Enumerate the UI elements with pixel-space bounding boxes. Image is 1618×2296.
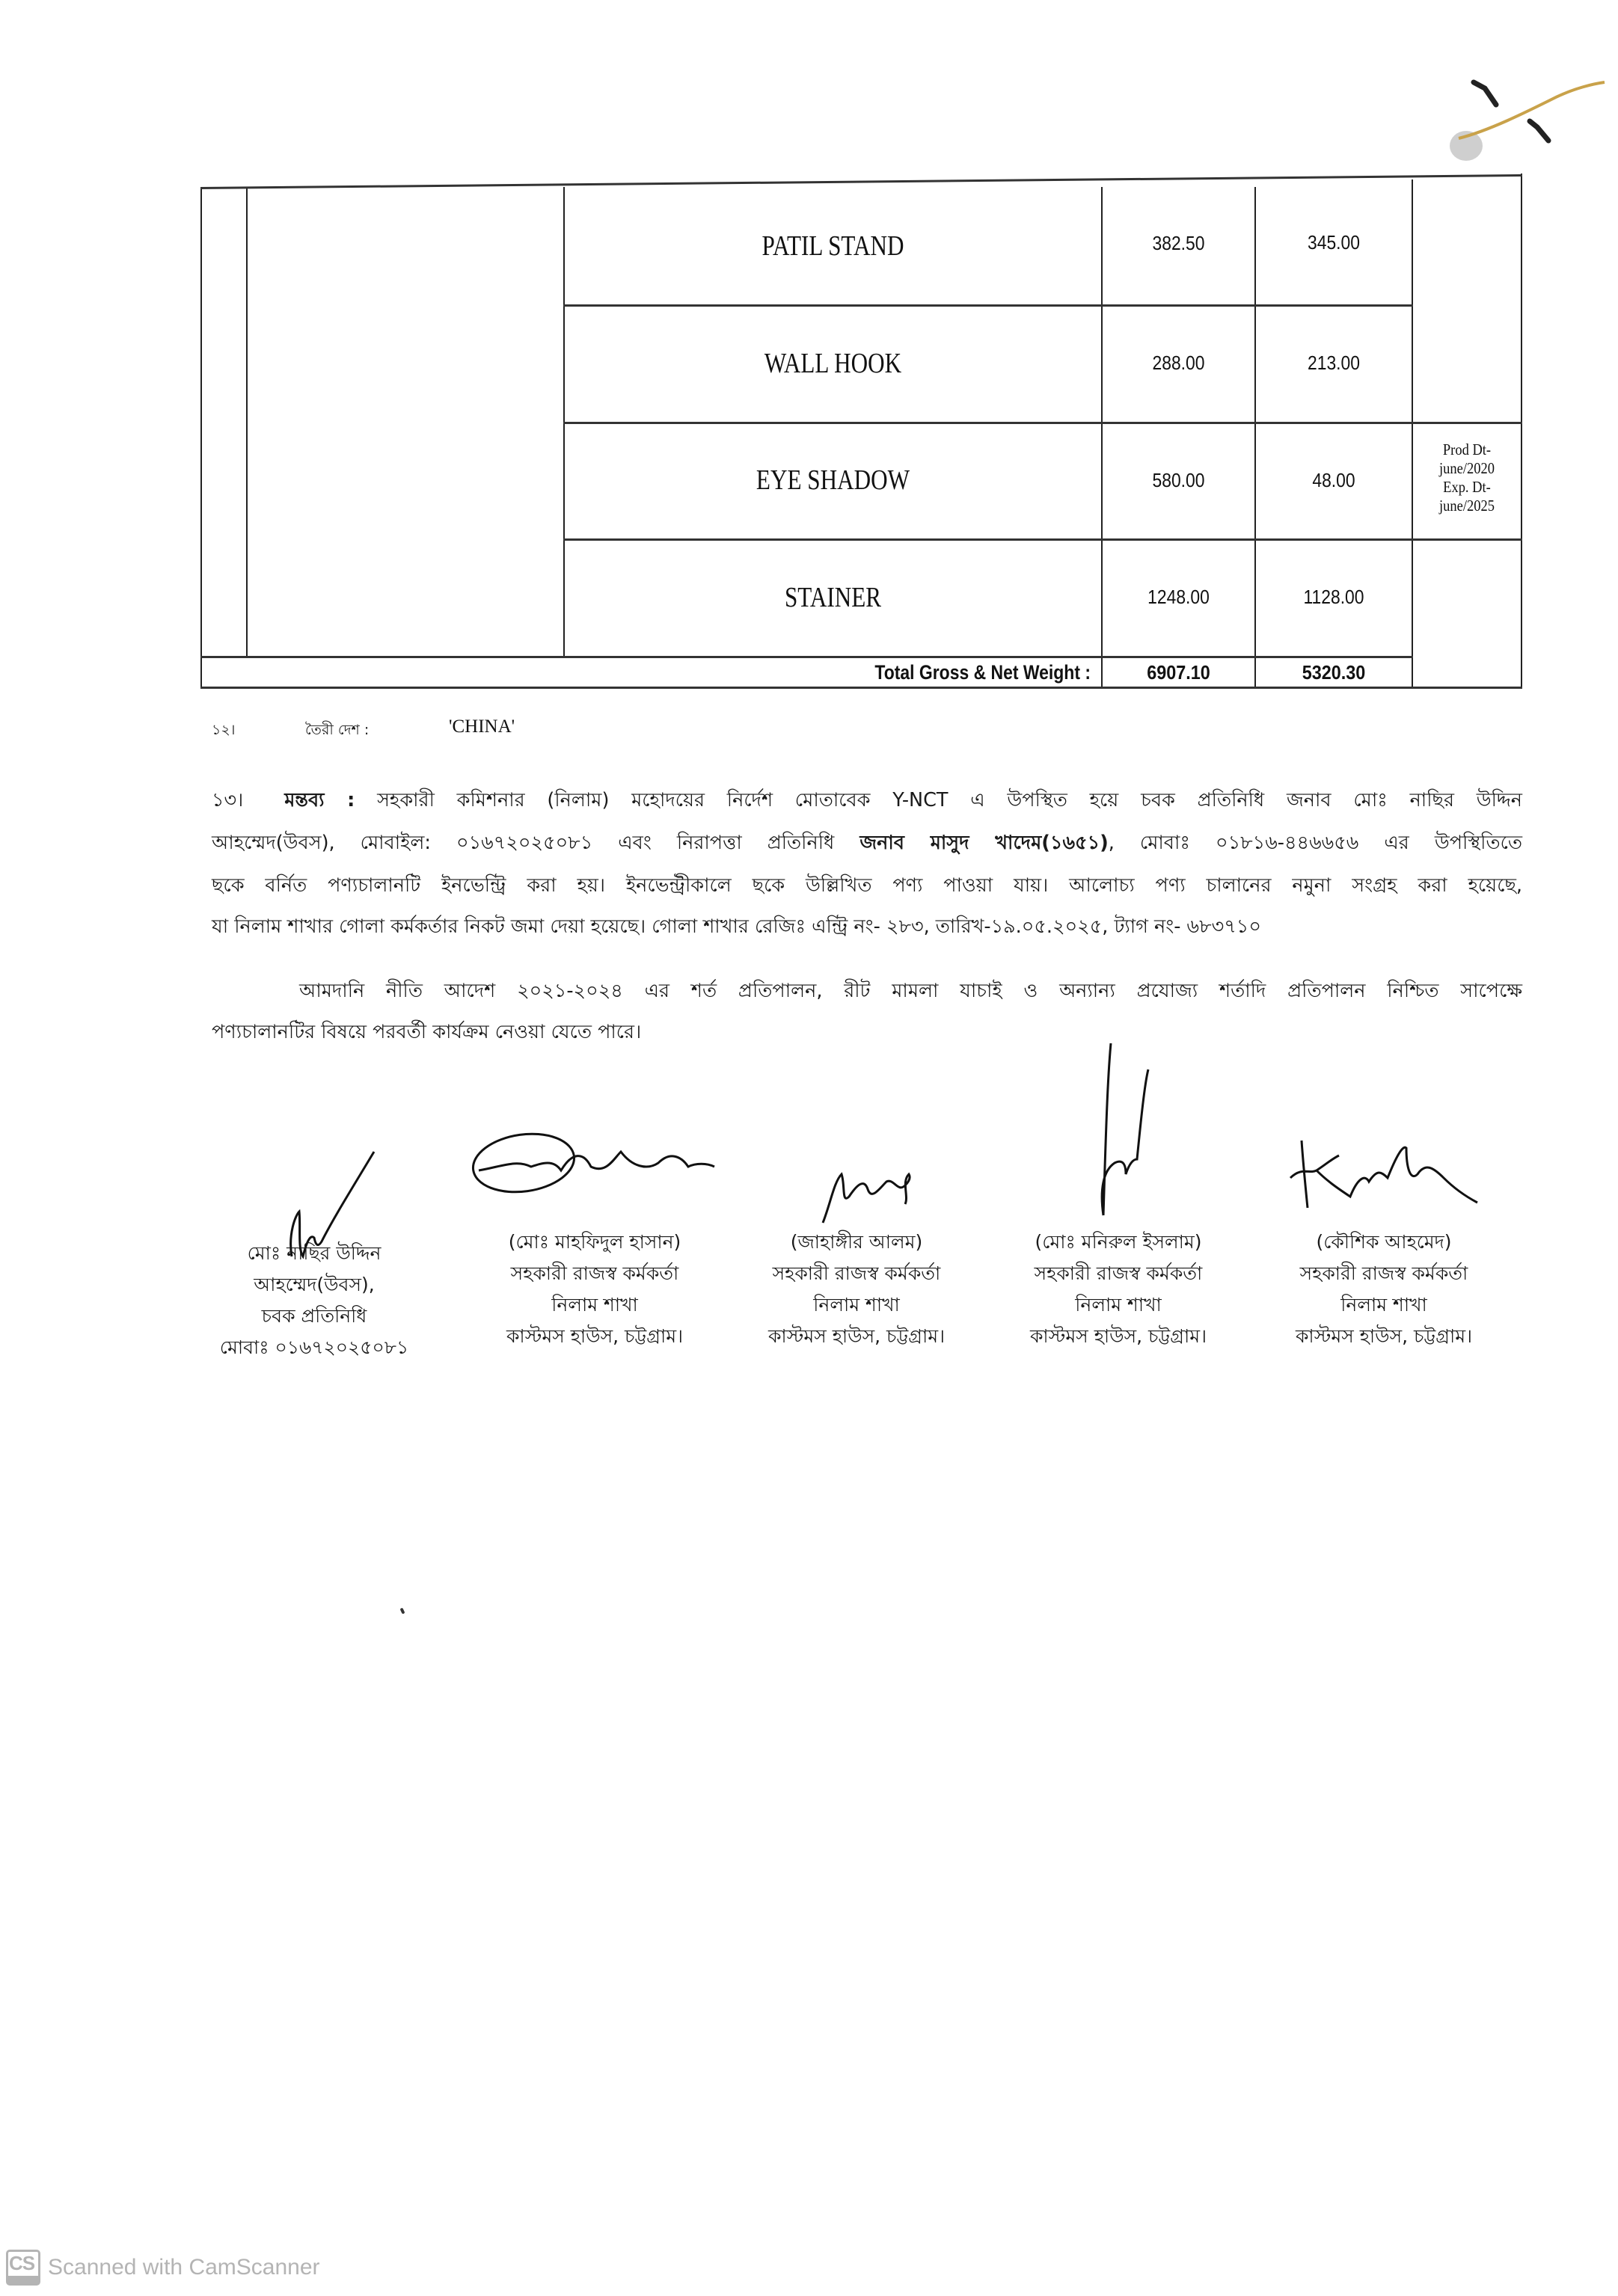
net-weight: 48.00 <box>1312 468 1355 491</box>
origin-country: 'CHINA' <box>449 716 515 737</box>
goods-table <box>200 187 1522 688</box>
net-weight: 1128.00 <box>1303 586 1364 608</box>
remarks-line-3: ছকে বর্নিত পণ্যচালানটি ইনভেন্ট্রি করা হয়। ইনভেন্ট্রীকালে ছকে উল্লিখিত পণ্য পাওয়া যায়। আলোচ্য পণ্য চালানের নমুনা সংগ্রহ করা হয়েছে, <box>212 874 1522 897</box>
origin-number: ১২। <box>212 722 236 738</box>
remarks-line-2 <box>212 828 1522 860</box>
signatory-line: আহম্মেদ(উবস), <box>254 1274 375 1295</box>
signatory-designation: সহকারী রাজস্ব কর্মকর্তা <box>1034 1262 1203 1284</box>
signature-3 <box>815 1159 920 1227</box>
table-divider-col5 <box>1412 179 1413 688</box>
signatory-designation: সহকারী রাজস্ব কর্মকর্তা <box>1299 1262 1468 1284</box>
remarks-security-rep: জনাব মাসুদ খাদেম(১৬৫১) <box>859 832 1109 854</box>
signatory-block <box>202 1238 426 1363</box>
signatory-designation: চবক প্রতিনিধি <box>261 1305 367 1327</box>
signatory-name: (কৌশিক আহমেদ) <box>1316 1231 1452 1253</box>
signatory-block <box>471 1227 718 1352</box>
signatory-branch: নিলাম শাখা <box>813 1294 900 1316</box>
remarks-text: সহকারী কমিশনার (নিলাম) মহোদয়ের নির্দেশ মোতাবেক Y-NCT এ উপস্থিত হয়ে চবক প্রতিনিধি জনাব মোঃ নাছির উদ্দিন <box>377 789 1522 811</box>
signatory-phone: মোবাঃ ০১৬৭২০২৫০৮১ <box>219 1336 409 1358</box>
signatory-name: (মোঃ মনিরুল ইসলাম) <box>1035 1231 1202 1253</box>
signature-2 <box>471 1129 718 1204</box>
camscanner-logo-icon: CS <box>6 2250 40 2286</box>
remark-line: Prod Dt- <box>1442 441 1492 458</box>
signatory-designation: সহকারী রাজস্ব কর্মকর্তা <box>510 1262 679 1284</box>
remark-line: june/2025 <box>1439 497 1495 515</box>
signatory-designation: সহকারী রাজস্ব কর্মকর্তা <box>772 1262 941 1284</box>
net-weight: 345.00 <box>1308 230 1360 254</box>
table-divider-col4 <box>1254 187 1256 688</box>
gross-weight: 382.50 <box>1152 231 1205 254</box>
signatory-office: কাস্টমস হাউস, চট্টগ্রাম। <box>506 1325 684 1347</box>
signatory-name: (মোঃ মাহফিদুল হাসান) <box>508 1231 681 1253</box>
remark-line: june/2020 <box>1439 459 1495 477</box>
remarks-line-4: যা নিলাম শাখার গোলা কর্মকর্তার নিকট জমা দেয়া হয়েছে। গোলা শাখার রেজিঃ এন্ট্রি নং- ২৮৩, তারিখ-১৯.০৫.২০২৫, ট্যাগ নং- ৬৮৩৭১০ <box>212 915 1261 938</box>
signatory-name: (জাহাঙ্গীর আলম) <box>790 1231 923 1253</box>
signatory-name: মোঃ নাছির উদ্দিন <box>247 1242 381 1264</box>
table-divider-col3 <box>1101 187 1103 688</box>
total-gross-weight: 6907.10 <box>1147 660 1210 684</box>
policy-line-2: পণ্যচালানটির বিষয়ে পরবর্তী কার্যক্রম নেওয়া যেতে পারে। <box>212 1021 642 1043</box>
table-border-right <box>1521 174 1522 688</box>
item-name: WALL HOOK <box>764 347 902 379</box>
signatory-office: কাস্টমস হাউস, চট্টগ্রাম। <box>1295 1325 1473 1347</box>
item-name: PATIL STAND <box>761 230 904 262</box>
watermark-text: Scanned with CamScanner <box>48 2255 320 2280</box>
signatory-office: কাস্টমস হাউস, চট্টগ্রাম। <box>767 1325 946 1347</box>
signatory-branch: নিলাম শাখা <box>551 1294 638 1316</box>
expiry-remark <box>1420 422 1515 534</box>
table-divider-col1 <box>246 187 248 656</box>
total-weight-label: Total Gross & Net Weight : <box>874 660 1091 684</box>
signature-4 <box>1062 1040 1152 1219</box>
remarks-text: , মোবাঃ ০১৮১৬-৪৪৬৬৫৬ এর উপস্থিতিতে <box>1108 832 1522 854</box>
remarks-number: ১৩। <box>212 789 244 811</box>
gross-weight: 288.00 <box>1152 352 1205 374</box>
camscanner-watermark <box>6 2250 320 2286</box>
remarks-text: আহম্মেদ(উবস), মোবাইল: ০১৬৭২০২৫০৮১ এবং নিরাপত্তা প্রতিনিধি <box>212 832 835 854</box>
scan-speck <box>399 1608 405 1615</box>
signatory-branch: নিলাম শাখা <box>1075 1294 1162 1316</box>
signatory-block <box>995 1227 1242 1352</box>
origin-label: তৈরী দেশ : <box>305 722 370 738</box>
gross-weight: 1248.00 <box>1147 586 1210 608</box>
signatory-office: কাস্টমস হাউস, চট্টগ্রাম। <box>1029 1325 1207 1347</box>
signatory-block <box>1260 1227 1507 1352</box>
policy-line-1: আমদানি নীতি আদেশ ২০২১-২০২৪ এর শর্ত প্রতিপালন, রীট মামলা যাচাই ও অন্যান্য প্রযোজ্য শর্তাদি প্রতিপালন নিশ্চিত সাপেক্ষে <box>299 980 1522 1002</box>
signature-5 <box>1287 1137 1481 1212</box>
staple-thread-decoration <box>1444 67 1608 172</box>
table-border-left <box>200 187 202 688</box>
remarks-line-1 <box>212 785 1522 817</box>
item-name: EYE SHADOW <box>756 464 910 496</box>
remark-line: Exp. Dt- <box>1443 478 1491 496</box>
gross-weight: 580.00 <box>1152 468 1205 491</box>
signatory-block <box>733 1227 980 1352</box>
total-net-weight: 5320.30 <box>1302 660 1366 684</box>
remarks-label: মন্তব্য : <box>284 789 355 811</box>
signatory-branch: নিলাম শাখা <box>1340 1294 1427 1316</box>
item-name: STAINER <box>784 581 882 613</box>
net-weight: 213.00 <box>1308 352 1360 374</box>
